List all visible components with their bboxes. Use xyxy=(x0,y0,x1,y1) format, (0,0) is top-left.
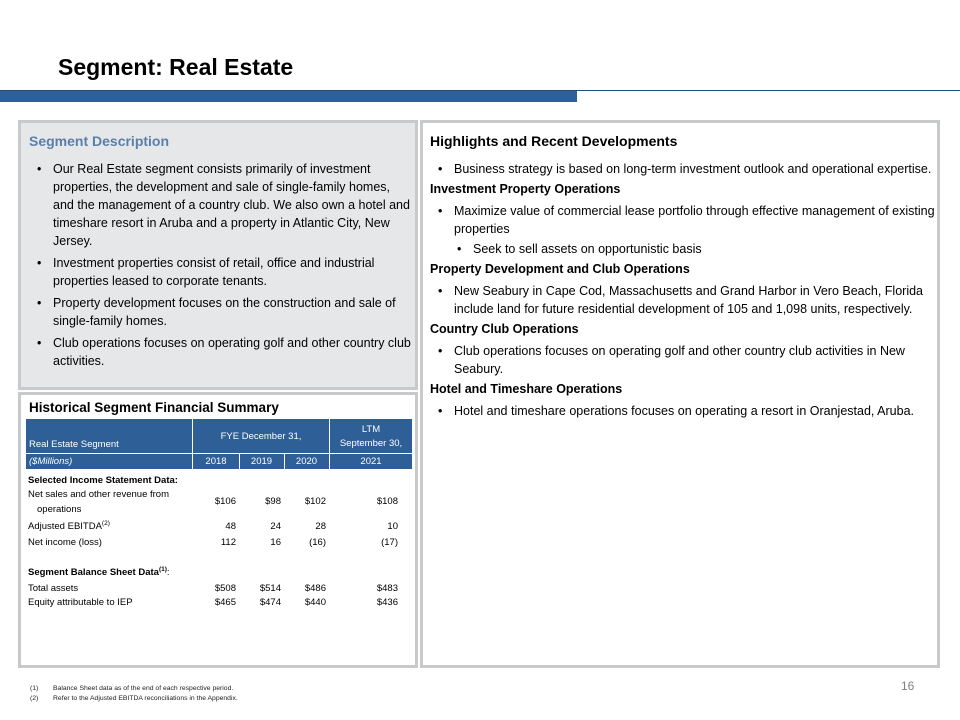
hotel-heading: Hotel and Timeshare Operations xyxy=(430,382,623,396)
header-divider xyxy=(329,419,330,469)
table-row xyxy=(26,582,412,596)
financial-table xyxy=(26,419,412,610)
cell-value: $440 xyxy=(304,597,326,608)
year-header: 2020 xyxy=(295,456,318,467)
country-club-list xyxy=(430,342,935,378)
row-label: Net income (loss) xyxy=(28,537,102,548)
cell-value: $98 xyxy=(265,496,281,507)
row-label: Total assets xyxy=(28,583,79,594)
hotel-list xyxy=(430,402,935,420)
header-rule xyxy=(26,453,412,454)
footnote-ref: (1) xyxy=(158,566,167,573)
financial-summary-panel xyxy=(18,392,418,668)
table-row xyxy=(26,596,412,610)
page-title: Segment: Real Estate xyxy=(58,54,294,80)
highlight-sub-bullet: • Seek to sell assets on opportunistic basis xyxy=(430,240,935,258)
cell-value: (17) xyxy=(381,537,398,548)
highlights-intro-list xyxy=(430,160,935,178)
page-number: 16 xyxy=(901,679,915,693)
footnote-text: Refer to the Adjusted EBITDA reconciliations in the Appendix. xyxy=(53,695,238,702)
cell-value: 48 xyxy=(225,521,236,532)
footnotes xyxy=(30,684,238,704)
income-section-heading: Selected Income Statement Data: xyxy=(28,475,178,486)
footnote-number: (2) xyxy=(30,695,39,702)
cell-value: $106 xyxy=(214,496,236,507)
segment-description-panel xyxy=(18,120,418,390)
investment-list xyxy=(430,202,935,258)
year-header: 2019 xyxy=(250,456,273,467)
row-label: Adjusted EBITDA$^{(2)}$ xyxy=(28,520,110,532)
highlight-bullet: • New Seabury in Cape Cod, Massachusetts and Grand Harbor in Vero Beach, Florida include land for future residential development of 105 and 1,098 units, respectively. xyxy=(430,282,935,318)
footnote-number: (1) xyxy=(30,685,39,692)
cell-value: $436 xyxy=(376,597,398,608)
description-bullet: • Property development focuses on the construction and sale of single-family homes. xyxy=(29,294,412,330)
highlights-panel xyxy=(420,120,940,668)
row-label: Net sales and other revenue from xyxy=(28,489,169,500)
footnote-ref: (2) xyxy=(101,520,110,527)
highlight-bullet: • Club operations focuses on operating golf and other country club activities in New Seabury. xyxy=(430,342,935,378)
financial-table-header xyxy=(26,419,412,469)
financial-summary-heading: Historical Segment Financial Summary xyxy=(29,400,279,415)
cell-value: $486 xyxy=(304,583,326,594)
highlight-bullet: • Business strategy is based on long-term investment outlook and operational expertise. xyxy=(430,160,935,178)
cell-value: $465 xyxy=(214,597,236,608)
table-row xyxy=(26,518,412,534)
footnote xyxy=(30,684,238,694)
ltm-header-line2: September 30, xyxy=(339,438,403,449)
row-label: operations xyxy=(37,504,82,515)
development-heading: Property Development and Club Operations xyxy=(430,262,690,276)
highlights-heading: Highlights and Recent Developments xyxy=(430,133,678,149)
footnote xyxy=(30,694,238,704)
row-label: Equity attributable to IEP xyxy=(28,597,133,608)
cell-value: $483 xyxy=(376,583,398,594)
segment-column-label: Real Estate Segment xyxy=(29,439,119,450)
cell-value: $474 xyxy=(259,597,281,608)
cell-value: $508 xyxy=(214,583,236,594)
country-club-heading: Country Club Operations xyxy=(430,322,579,336)
highlight-bullet: • Hotel and timeshare operations focuses on operating a resort in Oranjestad, Aruba. xyxy=(430,402,935,420)
cell-value: 16 xyxy=(270,537,281,548)
investment-heading: Investment Property Operations xyxy=(430,182,621,196)
year-header: 2018 xyxy=(205,456,227,467)
highlights-body xyxy=(430,160,935,424)
fye-header: FYE December 31, xyxy=(220,431,302,442)
footnote-text: Balance Sheet data as of the end of each respective period. xyxy=(53,685,234,692)
ltm-header-line1: LTM xyxy=(361,424,381,435)
development-list xyxy=(430,282,935,318)
description-bullet: • Our Real Estate segment consists primarily of investment properties, the development and sale of single-family homes, and the management of a country club. We also own a hotel and timeshare resort in Aruba and a property in Atlantic City, New Jersey. xyxy=(29,160,412,250)
balance-section-heading: Segment Balance Sheet Data$^{(1)}$: xyxy=(28,566,170,578)
cell-value: 28 xyxy=(315,521,326,532)
table-row xyxy=(26,488,412,518)
year-header: 2021 xyxy=(360,456,382,467)
description-bullet: • Investment properties consist of retail, office and industrial properties leased to corporate tenants. xyxy=(29,254,412,290)
highlight-bullet: • Maximize value of commercial lease portfolio through effective management of existing properties xyxy=(430,202,935,238)
cell-value: $514 xyxy=(259,583,281,594)
title-accent-bar xyxy=(0,91,577,102)
segment-description-list xyxy=(29,160,412,374)
cell-value: 10 xyxy=(387,521,398,532)
units-label: ($Millions) xyxy=(29,456,73,467)
header-divider xyxy=(192,419,193,469)
cell-value: $108 xyxy=(376,496,398,507)
table-row xyxy=(26,534,412,550)
description-bullet: • Club operations focuses on operating golf and other country club activities. xyxy=(29,334,412,370)
segment-description-heading: Segment Description xyxy=(29,133,170,149)
cell-value: 112 xyxy=(220,537,236,548)
cell-value: (16) xyxy=(309,537,326,548)
cell-value: 24 xyxy=(270,521,281,532)
cell-value: $102 xyxy=(304,496,326,507)
ltm-header xyxy=(331,423,411,451)
